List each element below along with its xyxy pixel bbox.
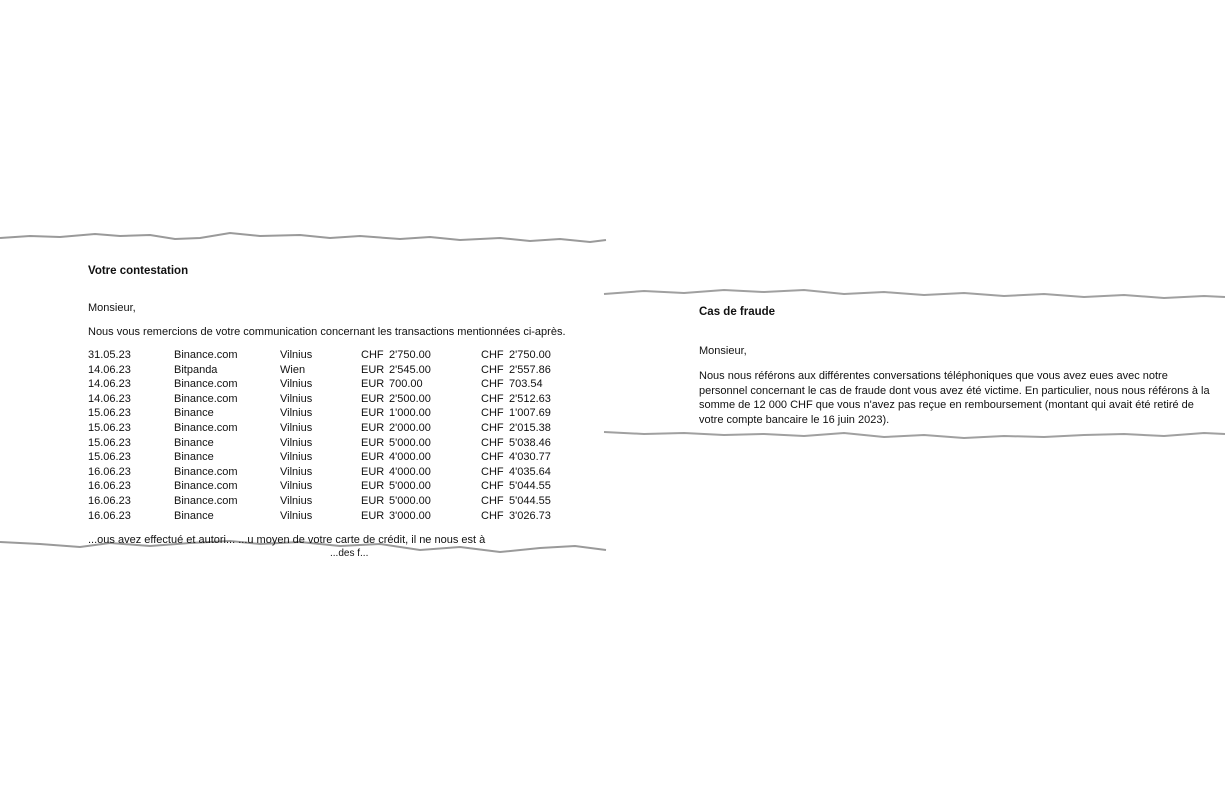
tx-chf-currency: CHF xyxy=(481,494,504,507)
tx-merchant: Binance.com xyxy=(174,378,238,391)
tx-merchant: Binance.com xyxy=(174,494,238,507)
body-line: somme de 12 000 CHF que vous n'avez pas reçue en remboursement (montant qui avait été retiré de xyxy=(699,399,1194,412)
tx-currency: EUR xyxy=(361,363,385,376)
table-row xyxy=(88,348,565,363)
tx-currency: EUR xyxy=(361,494,385,507)
letter-scrap-fraude xyxy=(604,290,1225,446)
tx-city: Vilnius xyxy=(280,436,313,449)
tx-amount: 2'545.00 xyxy=(389,363,431,376)
tx-chf-currency: CHF xyxy=(481,421,504,434)
tx-chf-currency: CHF xyxy=(481,363,504,376)
tx-city: Vilnius xyxy=(280,451,313,464)
tx-chf-amount: 2'557.86 xyxy=(509,363,551,376)
tx-currency: EUR xyxy=(361,509,385,522)
body-line: Nous nous référons aux différentes conversations téléphoniques que vous avez eues avec notre xyxy=(699,370,1168,382)
table-row xyxy=(88,363,565,378)
tx-city: Vilnius xyxy=(280,392,313,405)
tx-city: Vilnius xyxy=(280,465,313,478)
tx-chf-currency: CHF xyxy=(481,436,504,449)
tx-date: 14.06.23 xyxy=(88,378,131,391)
intro-paragraph: Nous vous remercions de votre communication concernant les transactions mentionnées ci-après. xyxy=(88,326,566,338)
tx-merchant: Binance.com xyxy=(174,392,238,405)
tx-chf-amount: 5'038.46 xyxy=(509,436,551,449)
body-paragraph xyxy=(699,369,1210,427)
tx-amount: 4'000.00 xyxy=(389,451,431,464)
tx-merchant: Binance.com xyxy=(174,421,238,434)
tx-date: 15.06.23 xyxy=(88,421,131,434)
tx-merchant: Binance xyxy=(174,407,214,420)
body-line: votre compte bancaire le 16 juin 2023). xyxy=(699,413,890,426)
tx-chf-currency: CHF xyxy=(481,349,504,361)
cutoff-text: ...ous avez effectué et autori... ...u moyen de votre carte de crédit, il ne nous est à xyxy=(88,534,486,546)
tx-currency: EUR xyxy=(361,407,385,420)
tx-date: 15.06.23 xyxy=(88,407,131,420)
tx-currency: CHF xyxy=(361,349,384,361)
tx-city: Vilnius xyxy=(280,421,313,434)
tx-merchant: Binance xyxy=(174,509,214,522)
salutation: Monsieur, xyxy=(699,345,747,357)
tx-currency: EUR xyxy=(361,378,385,391)
tx-chf-currency: CHF xyxy=(481,480,504,493)
body-line: personnel concernant le cas de fraude dont vous avez été victime. En particulier, nous nous référons à la xyxy=(699,384,1210,397)
tx-date: 16.06.23 xyxy=(88,509,131,522)
tx-date: 16.06.23 xyxy=(88,465,131,478)
tx-chf-amount: 4'035.64 xyxy=(509,465,551,478)
tx-chf-amount: 4'030.77 xyxy=(509,451,551,464)
tx-city: Vilnius xyxy=(280,480,313,493)
tx-city: Wien xyxy=(280,363,306,376)
tx-amount: 2'750.00 xyxy=(389,349,431,361)
table-row xyxy=(88,494,565,509)
tx-currency: EUR xyxy=(361,480,385,493)
table-row xyxy=(88,406,565,421)
tx-amount: 5'000.00 xyxy=(389,480,431,493)
tx-currency: EUR xyxy=(361,392,385,405)
tx-amount: 4'000.00 xyxy=(389,465,431,478)
tx-currency: EUR xyxy=(361,421,385,434)
tx-amount: 5'000.00 xyxy=(389,436,431,449)
tx-merchant: Binance.com xyxy=(174,480,238,493)
tx-amount: 5'000.00 xyxy=(389,494,431,507)
cutoff-text-2: ...des f... xyxy=(330,548,369,559)
tx-city: Vilnius xyxy=(280,407,313,420)
table-row xyxy=(88,421,565,436)
tx-chf-currency: CHF xyxy=(481,392,504,405)
table-row xyxy=(88,479,565,494)
table-row xyxy=(88,450,565,465)
tx-city: Vilnius xyxy=(280,494,313,507)
tx-currency: EUR xyxy=(361,436,385,449)
tx-date: 15.06.23 xyxy=(88,436,131,449)
tx-chf-currency: CHF xyxy=(481,451,504,464)
tx-amount: 2'500.00 xyxy=(389,392,431,405)
tx-chf-amount: 5'044.55 xyxy=(509,480,551,493)
letter-scrap-contestation xyxy=(0,236,606,558)
transactions-table xyxy=(88,348,565,523)
tx-merchant: Binance xyxy=(174,436,214,449)
torn-edge-bottom xyxy=(604,428,1225,444)
tx-merchant: Bitpanda xyxy=(174,363,218,376)
tx-chf-amount: 2'512.63 xyxy=(509,392,551,405)
tx-chf-amount: 703.54 xyxy=(509,378,543,391)
tx-chf-amount: 2'015.38 xyxy=(509,421,551,434)
tx-chf-currency: CHF xyxy=(481,509,504,522)
torn-edge-top xyxy=(0,230,606,246)
tx-currency: EUR xyxy=(361,451,385,464)
tx-date: 14.06.23 xyxy=(88,363,131,376)
tx-amount: 3'000.00 xyxy=(389,509,431,522)
tx-merchant: Binance.com xyxy=(174,465,238,478)
section-title: Votre contestation xyxy=(88,265,189,277)
tx-amount: 700.00 xyxy=(389,378,423,391)
table-row xyxy=(88,392,565,407)
section-title: Cas de fraude xyxy=(699,306,776,318)
tx-date: 15.06.23 xyxy=(88,451,131,464)
table-row xyxy=(88,465,565,480)
tx-chf-currency: CHF xyxy=(481,465,504,478)
tx-chf-currency: CHF xyxy=(481,378,504,391)
tx-chf-amount: 1'007.69 xyxy=(509,407,551,420)
tx-date: 16.06.23 xyxy=(88,480,131,493)
table-row xyxy=(88,377,565,392)
tx-merchant: Binance.com xyxy=(174,349,238,361)
tx-chf-amount: 5'044.55 xyxy=(509,494,551,507)
salutation: Monsieur, xyxy=(88,302,136,314)
tx-date: 16.06.23 xyxy=(88,494,131,507)
torn-edge-top xyxy=(604,286,1225,302)
tx-currency: EUR xyxy=(361,465,385,478)
tx-city: Vilnius xyxy=(280,509,313,522)
tx-date: 31.05.23 xyxy=(88,349,131,361)
tx-chf-amount: 3'026.73 xyxy=(509,509,551,522)
tx-chf-currency: CHF xyxy=(481,407,504,420)
tx-city: Vilnius xyxy=(280,349,313,361)
table-row xyxy=(88,436,565,451)
tx-amount: 1'000.00 xyxy=(389,407,431,420)
tx-city: Vilnius xyxy=(280,378,313,391)
tx-chf-amount: 2'750.00 xyxy=(509,349,551,361)
tx-merchant: Binance xyxy=(174,451,214,464)
tx-amount: 2'000.00 xyxy=(389,421,431,434)
tx-date: 14.06.23 xyxy=(88,392,131,405)
table-row xyxy=(88,509,565,524)
